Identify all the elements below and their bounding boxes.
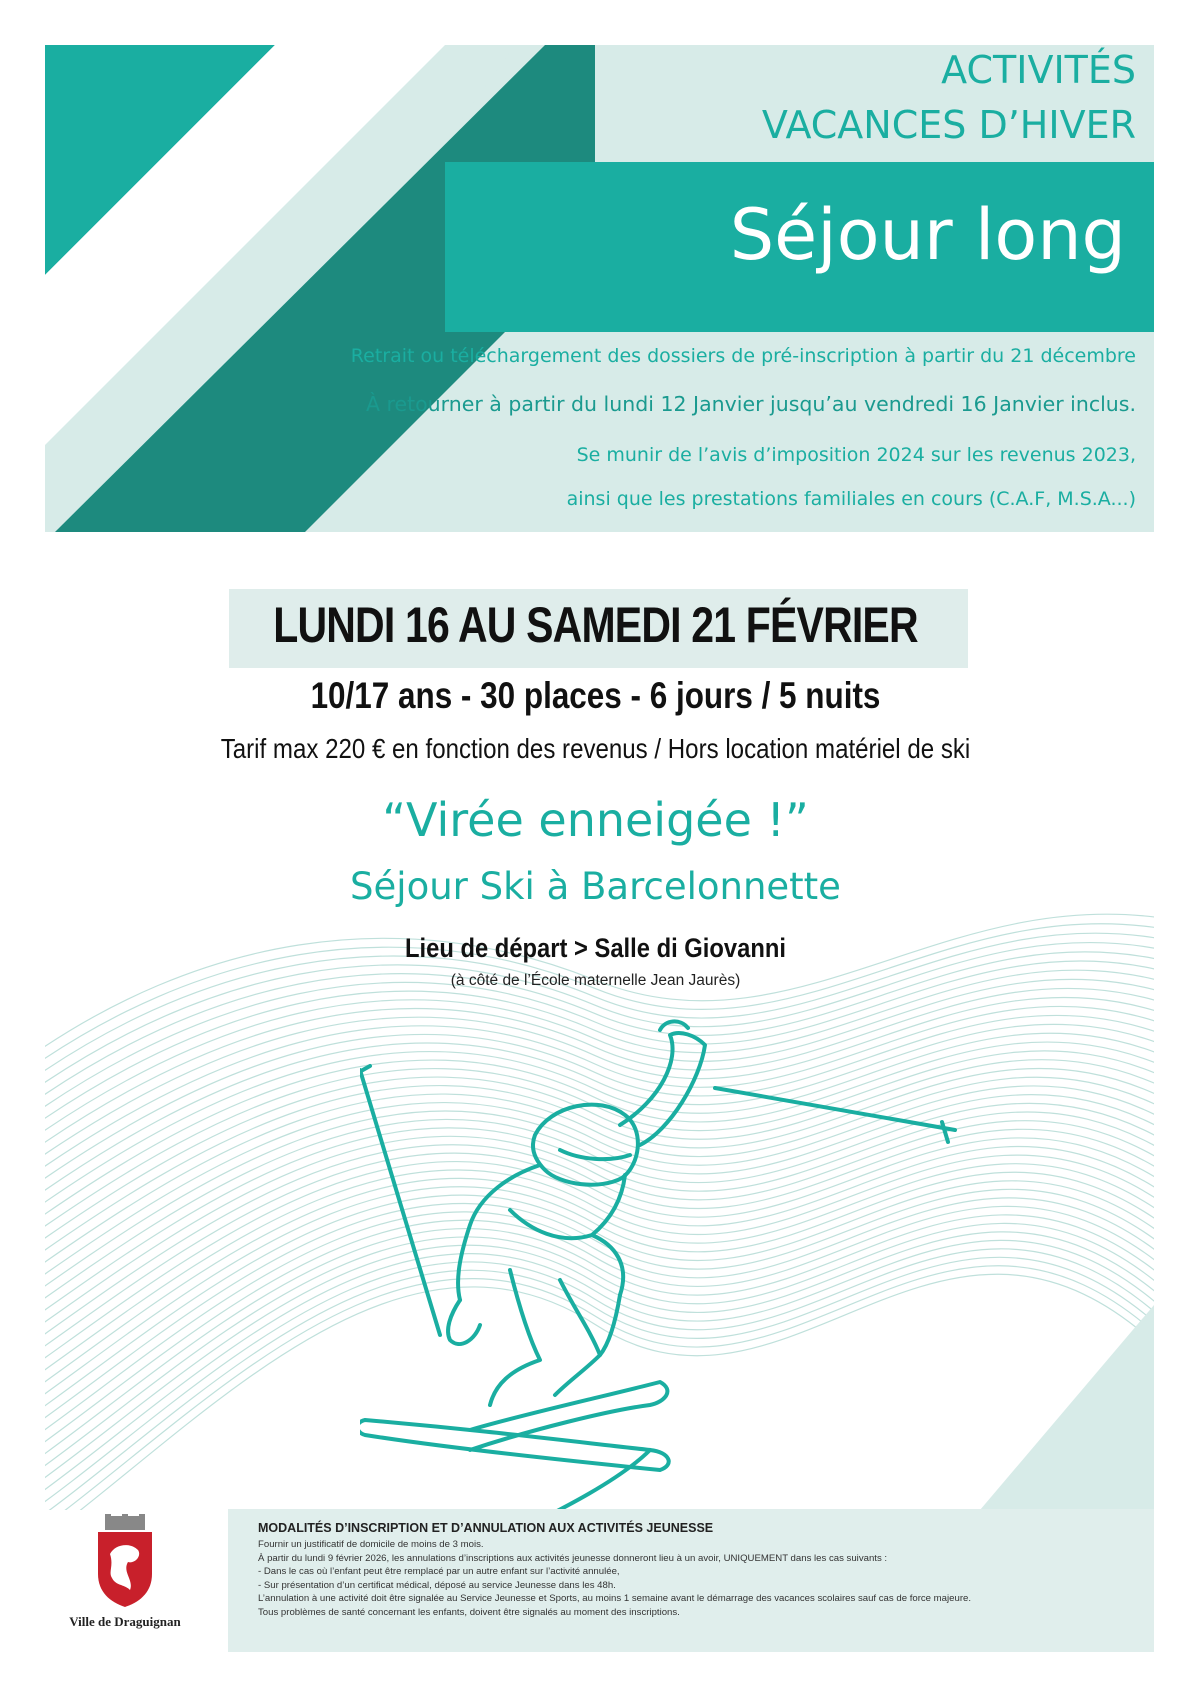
footer-line: Fournir un justificatif de domicile de moins de 3 mois. [258, 1539, 484, 1550]
info-imposition: Se munir de l’avis d’imposition 2024 sur les revenus 2023, [576, 444, 1136, 466]
footer-line: L’annulation à une activité doit être signalée au Service Jeunesse et Sports, au moins 1 semaine avant le démarrage des vacances scolaires sauf cas de force majeure. [258, 1593, 972, 1605]
header-vacances: VACANCES D’HIVER [761, 103, 1136, 147]
corner-decoration [980, 1305, 1154, 1510]
footer-line: Tous problèmes de santé concernant les enfants, doivent être signalés au moment des inscriptions. [258, 1606, 680, 1618]
event-tarif: Tarif max 220 € en fonction des revenus / Hors location matériel de ski [220, 733, 971, 764]
event-details: 10/17 ans - 30 places - 6 jours / 5 nuits [310, 675, 881, 716]
title-banner [445, 162, 1154, 332]
banner-title: Séjour long [729, 194, 1126, 276]
event-subtitle: Séjour Ski à Barcelonnette [350, 865, 841, 908]
city-name: Ville de Draguignan [69, 1614, 181, 1629]
skier-illustration [360, 1010, 980, 1590]
event-dates: LUNDI 16 AU SAMEDI 21 FÉVRIER [273, 597, 918, 653]
info-retourner: À retourner à partir du lundi 12 Janvier jusqu’au vendredi 16 Janvier inclus. [365, 392, 1136, 416]
event-title: “Virée enneigée !” [382, 793, 809, 847]
footer-box [228, 1509, 1154, 1652]
event-departure: Lieu de départ > Salle di Giovanni [405, 933, 786, 963]
footer-line: À partir du lundi 9 février 2026, les annulations d’inscriptions aux activités jeunesse donneront lieu à un avoir, UNIQUEMENT dans les cas suivants : [258, 1552, 888, 1564]
footer-line: - Sur présentation d’un certificat médical, déposé au service Jeunesse dans les 48h. [258, 1579, 616, 1591]
coat-of-arms-icon [50, 1514, 200, 1609]
footer-line: - Dans le cas où l’enfant peut être remplacé par un autre enfant sur l’activité annulée, [258, 1566, 620, 1578]
info-prestations: ainsi que les prestations familiales en cours (C.A.F, M.S.A...) [566, 488, 1136, 510]
header-activites: ACTIVITÉS [941, 48, 1136, 92]
info-retrait: Retrait ou téléchargement des dossiers de pré-inscription à partir du 21 décembre [350, 345, 1136, 367]
event-departure-note: (à côté de l’École maternelle Jean Jaurès) [450, 972, 741, 989]
footer-title: MODALITÉS D’INSCRIPTION ET D’ANNULATION AUX ACTIVITÉS JEUNESSE [258, 1521, 714, 1535]
city-logo [50, 1514, 200, 1634]
